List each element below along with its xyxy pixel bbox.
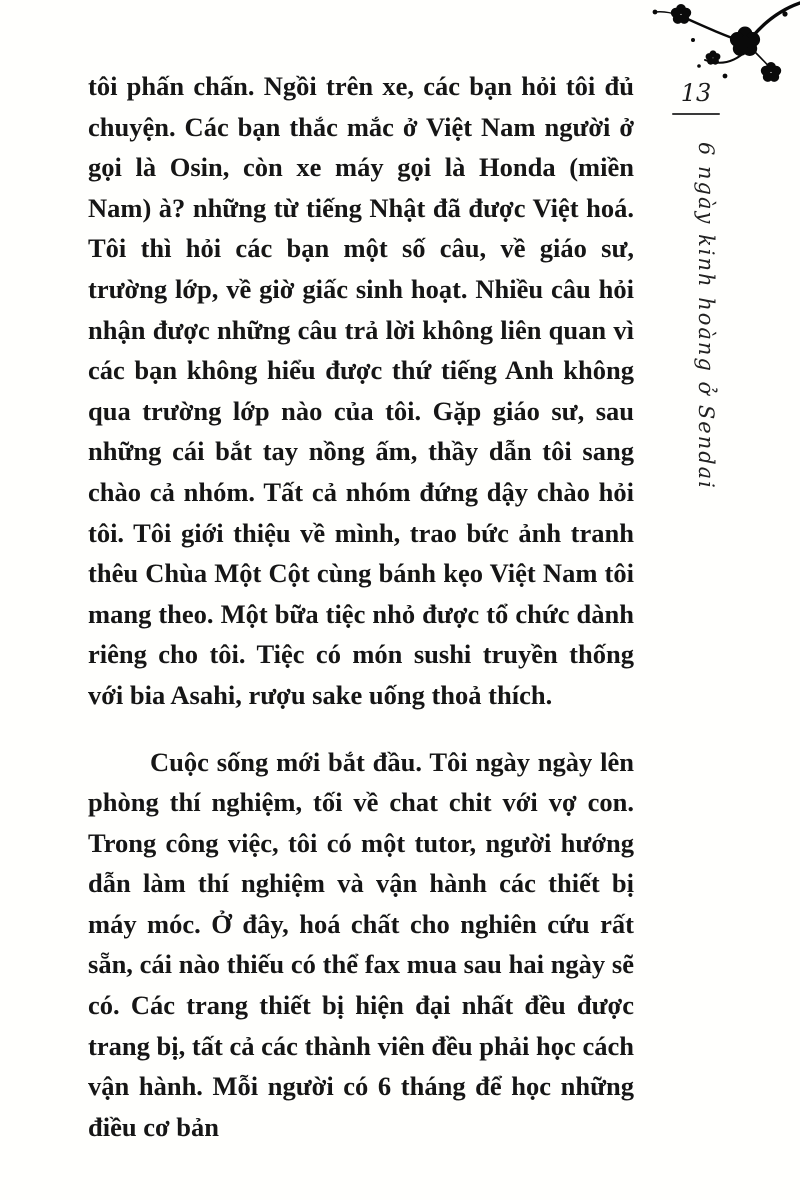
blossom-bud (782, 11, 787, 16)
blossom-flower (706, 50, 721, 64)
chapter-side-title: 6 ngày kinh hoàng ở Sendai (694, 142, 718, 490)
folio (670, 80, 722, 115)
blossom-bud (653, 10, 658, 15)
paragraph: Cuộc sống mới bắt đầu. Tôi ngày ngày lên phòng thí nghiệm, tối về chat chit với vợ con. Trong công việc, tôi có một tutor, người hướng dẫn làm thí nghiệm và vận hành các thiết bị máy móc. Ở đây, hoá chất cho nghiên cứu rất sẵn, cái nào thiếu có thể fax mua sau hai ngày sẽ có. Các trang thiết bị hiện đại nhất đều được trang bị, tất cả các thành viên đều phải học cách vận hành. Mỗi người có 6 tháng để học những điều cơ bản (88, 746, 634, 1142)
blossom-bud (691, 38, 695, 42)
body-text (88, 66, 634, 1147)
blossom-bud (697, 64, 701, 68)
blossom-flower (761, 62, 781, 82)
paragraph: tôi phấn chấn. Ngồi trên xe, các bạn hỏi tôi đủ chuyện. Các bạn thắc mắc ở Việt Nam người ở gọi là Osin, còn xe máy gọi là Honda (miền Nam) à? những từ tiếng Nhật đã được Việt hoá. Tôi thì hỏi các bạn một số câu, về giáo sư, trường lớp, về giờ giấc sinh hoạt. Nhiều câu hỏi nhận được những câu trả lời không liên quan vì các bạn không hiểu được thứ tiếng Anh không qua trường lớp nào của tôi. Gặp giáo sư, sau những cái bắt tay nồng ấm, thầy dẫn tôi sang chào cả nhóm. Tất cả nhóm đứng dậy chào hỏi tôi. Tôi giới thiệu về mình, trao bức ảnh tranh thêu Chùa Một Cột cùng bánh kẹo Việt Nam tôi mang theo. Một bữa tiệc nhỏ được tổ chức dành riêng cho tôi. Tiệc có món sushi truyền thống với bia Asahi, rượu sake uống thoả thích. (88, 71, 634, 710)
folio-rule (672, 113, 720, 115)
blossom-flower (671, 4, 691, 24)
blossom-bud (723, 74, 728, 79)
page-number: 13 (680, 79, 712, 107)
